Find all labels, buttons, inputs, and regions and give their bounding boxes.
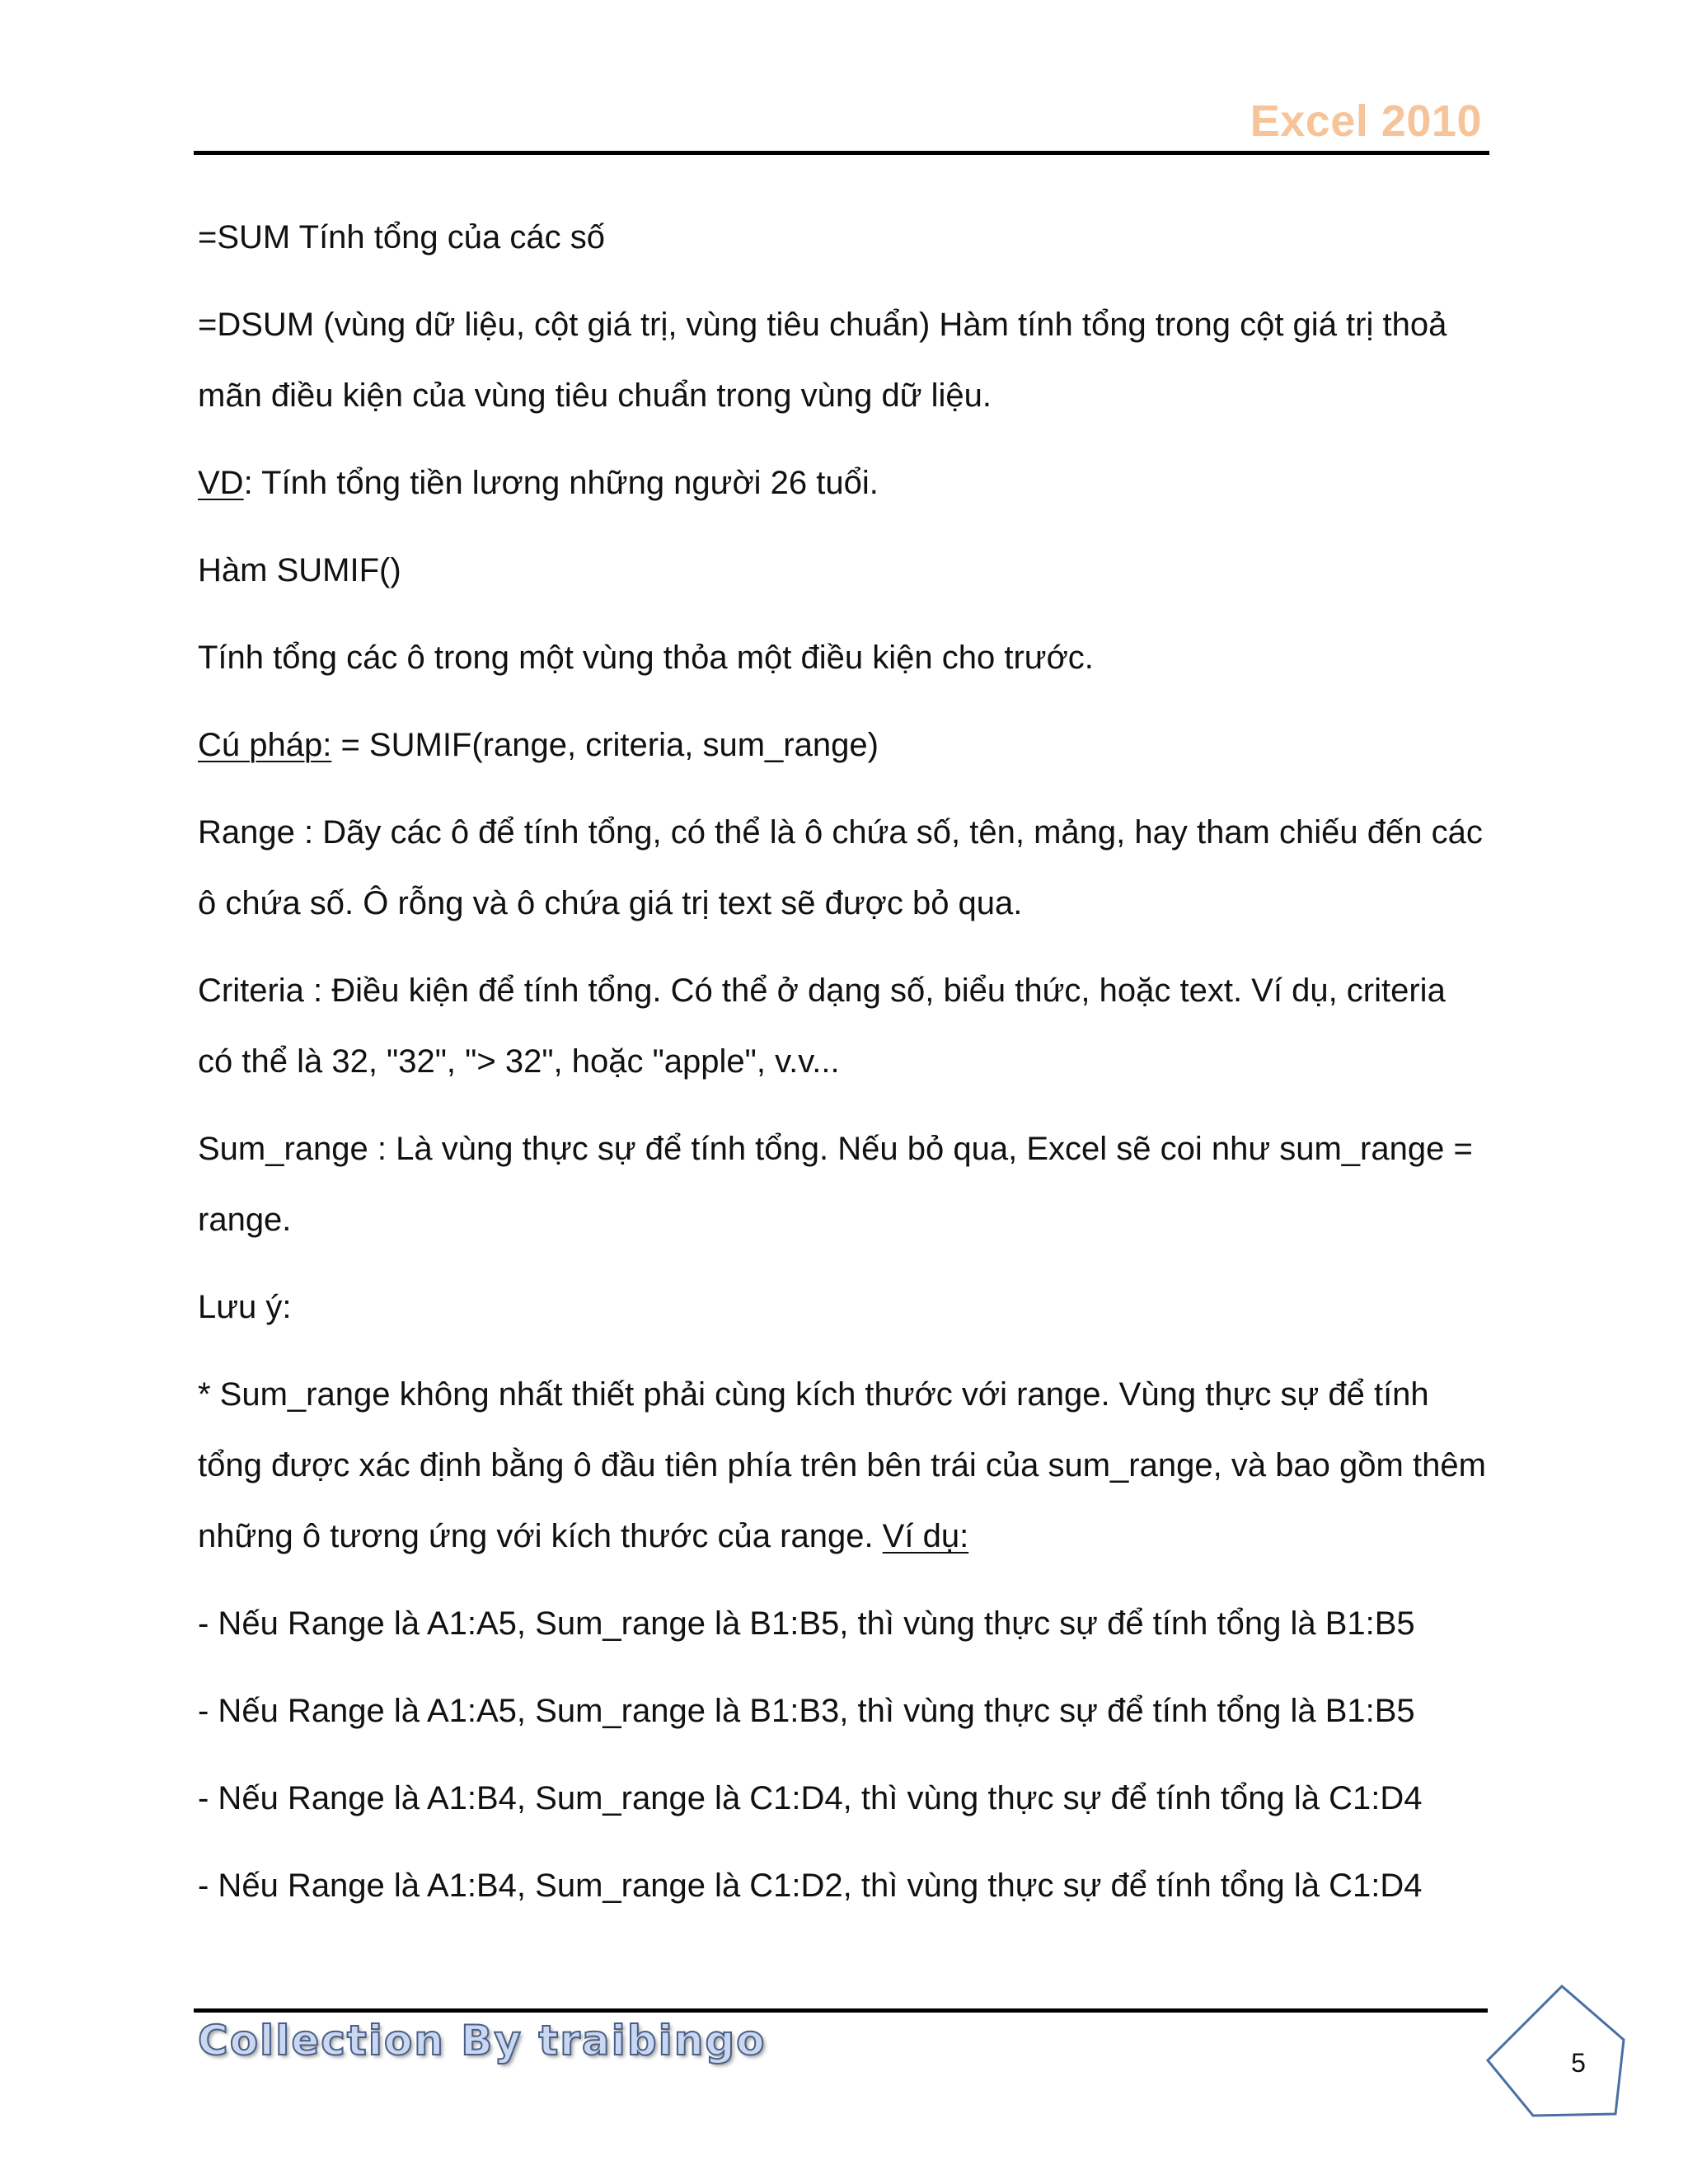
syntax-label: Cú pháp: bbox=[198, 727, 332, 763]
paragraph-dsum: =DSUM (vùng dữ liệu, cột giá trị, vùng tiêu chuẩn) Hàm tính tổng trong cột giá trị thoả mãn điều kiện của vùng tiêu chuẩn trong vùng dữ liệu. bbox=[198, 307, 1447, 414]
example-item: - Nếu Range là A1:A5, Sum_range là B1:B5, thì vùng thực sự để tính tổng là B1:B5 bbox=[198, 1605, 1415, 1642]
note-example-label: Ví dụ: bbox=[882, 1518, 969, 1554]
paragraph-criteria: Criteria : Điều kiện để tính tổng. Có thể ở dạng số, biểu thức, hoặc text. Ví dụ, criteria có thể là 32, "32", "> 32", hoặc "apple", v.v... bbox=[198, 972, 1446, 1080]
example-item: - Nếu Range là A1:B4, Sum_range là C1:D4, thì vùng thực sự để tính tổng là C1:D4 bbox=[198, 1780, 1423, 1816]
paragraph-sum: =SUM Tính tổng của các số bbox=[198, 219, 605, 255]
paragraph-note bbox=[198, 1359, 1488, 1572]
footer-rule bbox=[194, 2008, 1488, 2013]
paragraph-syntax bbox=[198, 710, 1488, 780]
paragraph-range: Range : Dãy các ô để tính tổng, có thể là ô chứa số, tên, mảng, hay tham chiếu đến các ô chứa số. Ô rỗng và ô chứa giá trị text sẽ được bỏ qua. bbox=[198, 814, 1483, 921]
note-text: * Sum_range không nhất thiết phải cùng kích thước với range. Vùng thực sự để tính tổng được xác định bằng ô đầu tiên phía trên bên trái của sum_range, và bao gồm thêm những ô tương ứng với kích thước của range. bbox=[198, 1376, 1486, 1554]
header-rule bbox=[194, 151, 1489, 155]
paragraph-note-label: Lưu ý: bbox=[198, 1289, 292, 1325]
example-item: - Nếu Range là A1:A5, Sum_range là B1:B3, thì vùng thực sự để tính tổng là B1:B5 bbox=[198, 1693, 1415, 1729]
paragraph-sum-range: Sum_range : Là vùng thực sự để tính tổng. Nếu bỏ qua, Excel sẽ coi như sum_range = range. bbox=[198, 1131, 1473, 1238]
paragraph-sumif-heading: Hàm SUMIF() bbox=[198, 552, 401, 588]
example-item: - Nếu Range là A1:B4, Sum_range là C1:D2, thì vùng thực sự để tính tổng là C1:D4 bbox=[198, 1868, 1423, 1904]
paragraph-sumif-desc: Tính tổng các ô trong một vùng thỏa một điều kiện cho trước. bbox=[198, 640, 1094, 676]
page-number: 5 bbox=[1571, 2048, 1586, 2078]
paragraph-example-salary bbox=[198, 448, 1488, 518]
syntax-text: = SUMIF(range, criteria, sum_range) bbox=[331, 727, 879, 763]
footer-brand: Collection By traibingo bbox=[198, 2017, 767, 2064]
example-label: VD bbox=[198, 465, 244, 501]
page-content bbox=[198, 202, 1488, 1938]
header-title: Excel 2010 bbox=[1250, 96, 1482, 146]
example-text: : Tính tổng tiền lương những người 26 tuổi. bbox=[243, 465, 879, 501]
